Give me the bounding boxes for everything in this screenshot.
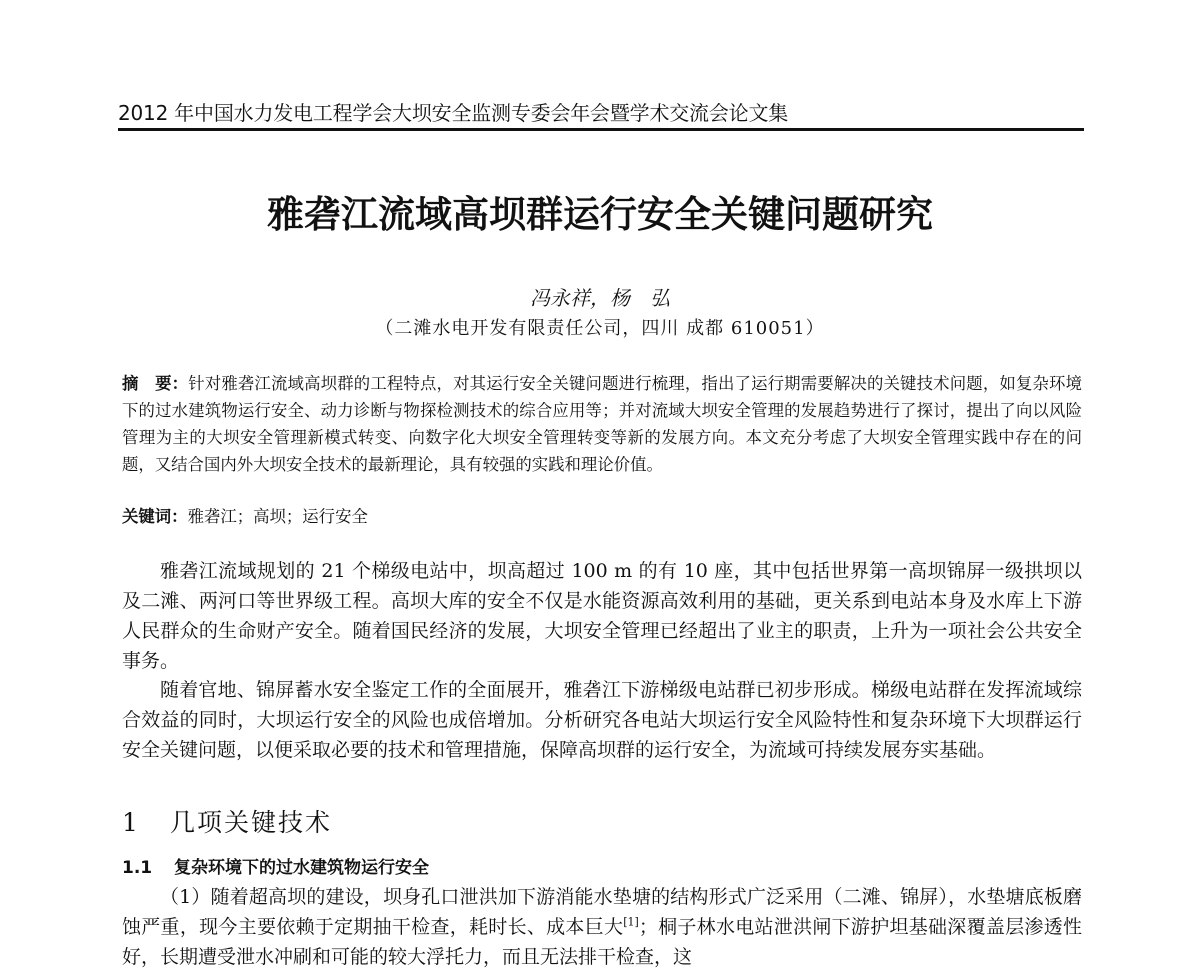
body-paragraph-3: [122, 882, 1082, 972]
keywords-text: 雅砻江；高坝；运行安全: [187, 507, 368, 526]
paragraph-3-text-a: （1）随着超高坝的建设，坝身孔口泄洪加下游消能水垫塘的结构形式广泛采用（二滩、锦屏），水垫塘底板磨蚀严重，现今主要依赖于定期抽干检查，耗时长、成本巨大: [122, 886, 1082, 938]
intro-paragraph-1: 雅砻江流域规划的 21 个梯级电站中，坝高超过 100 m 的有 10 座，其中包括世界第一高坝锦屏一级拱坝以及二滩、两河口等世界级工程。高坝大库的安全不仅是水能资源高效利用的基础，更关系到电站本身及水库上下游人民群众的生命财产安全。随着国民经济的发展，大坝安全管理已经超出了业主的职责，上升为一项社会公共安全事务。: [122, 560, 1082, 672]
subsection-title: 复杂环境下的过水建筑物运行安全: [174, 858, 429, 878]
header-rule: [118, 128, 1084, 131]
keywords: [122, 505, 1082, 529]
subsection-number: 1.1: [122, 858, 153, 878]
keywords-label: 关键词：: [122, 507, 188, 526]
section-title: 几项关键技术: [170, 808, 333, 837]
citation-ref[interactable]: [1]: [623, 915, 639, 929]
abstract-label: 摘 要：: [122, 374, 189, 393]
section-heading: [122, 806, 332, 840]
authors: 冯永祥，杨 弘: [530, 286, 670, 310]
affiliation: （二滩水电开发有限责任公司，四川 成都 610051）: [375, 318, 825, 339]
section-number: 1: [122, 808, 140, 837]
abstract: [122, 370, 1082, 478]
intro-paragraph-2: 随着官地、锦屏蓄水安全鉴定工作的全面展开，雅砻江下游梯级电站群已初步形成。梯级电站群在发挥流域综合效益的同时，大坝运行安全的风险也成倍增加。分析研究各电站大坝运行安全风险特性和复杂环境下大坝群运行安全关键问题，以便采取必要的技术和管理措施，保障高坝群的运行安全，为流域可持续发展夯实基础。: [122, 679, 1082, 761]
paragraph-3-text-b: ；桐子林水电站泄洪闸下游护坦基础深覆盖层渗透性好，长期遭受泄水冲刷和可能的较大浮托力，而且无法排干检查，这: [122, 916, 1082, 968]
subsection-heading: [122, 855, 429, 881]
running-header: 2012 年中国水力发电工程学会大坝安全监测专委会年会暨学术交流会论文集: [118, 101, 789, 125]
abstract-text: 针对雅砻江流域高坝群的工程特点，对其运行安全关键问题进行梳理，指出了运行期需要解决的关键技术问题，如复杂环境下的过水建筑物运行安全、动力诊断与物探检测技术的综合应用等；并对流域大坝安全管理的发展趋势进行了探讨，提出了向以风险管理为主的大坝安全管理新模式转变、向数字化大坝安全管理转变等新的发展方向。本文充分考虑了大坝安全管理实践中存在的问题，又结合国内外大坝安全技术的最新理论，具有较强的实践和理论价值。: [122, 374, 1082, 474]
paper-title: 雅砻江流域高坝群运行安全关键问题研究: [267, 193, 933, 236]
